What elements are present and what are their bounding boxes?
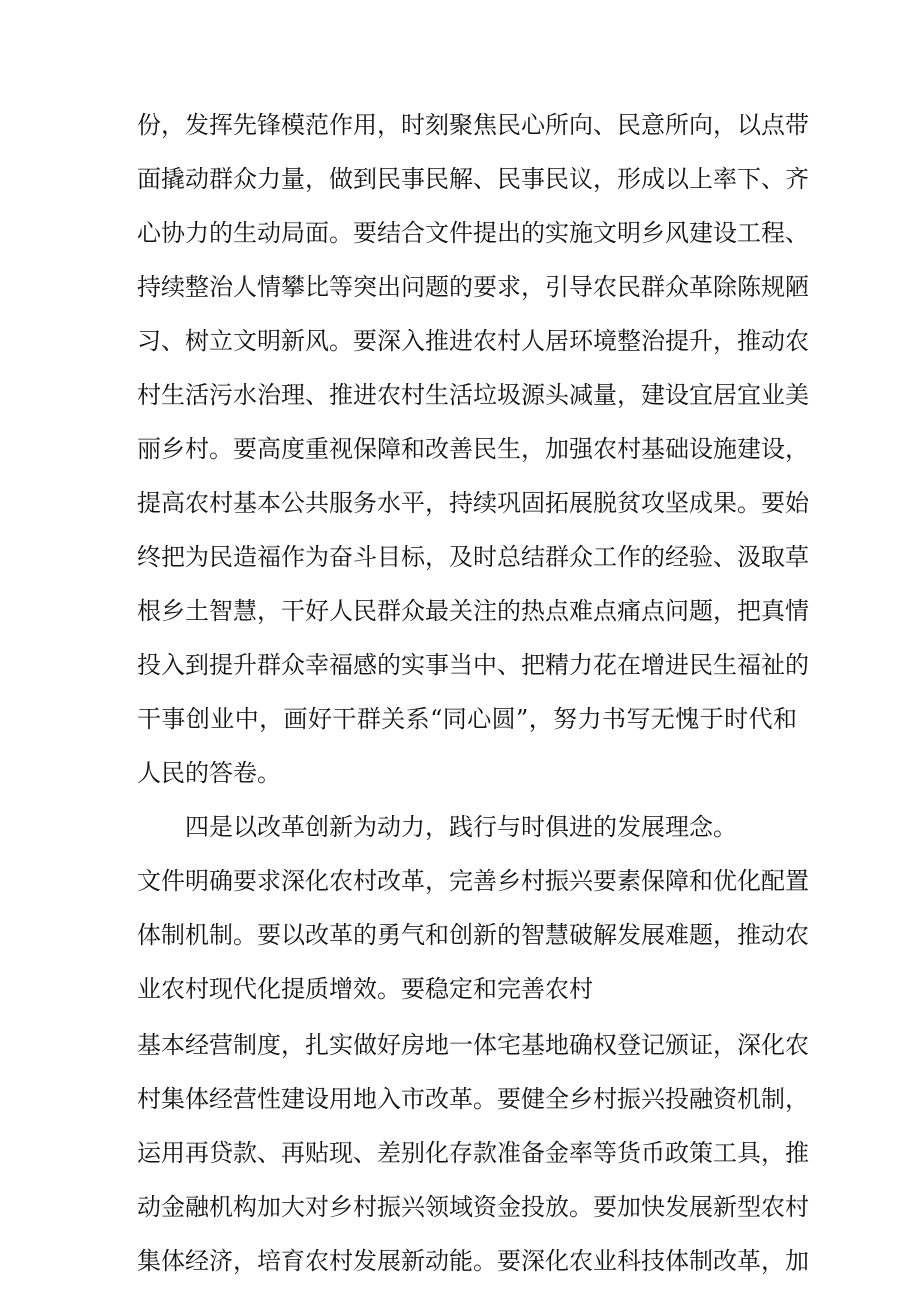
paragraph-line: 投入到提升群众幸福感的实事当中、把精力花在增进民生福祉的 (137, 651, 809, 679)
paragraph-line: 文件明确要求深化农村改革，完善乡村振兴要素保障和优化配置 (137, 867, 809, 895)
paragraph-line: 体制机制。要以改革的勇气和创新的智慧破解发展难题，推动农 (137, 921, 809, 949)
paragraph-line: 业农村现代化提质增效。要稳定和完善农村 (137, 975, 593, 1003)
paragraph-line: 村集体经营性建设用地入市改革。要健全乡村振兴投融资机制， (137, 1085, 809, 1113)
paragraph-line: 干事创业中，画好干群关系“同心圆”，努力书写无愧于时代和 (137, 705, 797, 733)
paragraph-line: 心协力的生动局面。要结合文件提出的实施文明乡风建设工程、 (137, 219, 809, 247)
paragraph-line: 动金融机构加大对乡村振兴领域资金投放。要加快发展新型农村 (137, 1193, 809, 1221)
section-heading: 四是以改革创新为动力，践行与时俱进的发展理念。 (185, 813, 737, 841)
paragraph-line: 村生活污水治理、推进农村生活垃圾源头减量，建设宜居宜业美 (137, 381, 809, 409)
paragraph-line: 持续整治人情攀比等突出问题的要求，引导农民群众革除陈规陋 (137, 273, 809, 301)
paragraph-line: 份，发挥先锋模范作用，时刻聚焦民心所向、民意所向，以点带 (137, 111, 809, 139)
paragraph-line: 基本经营制度，扎实做好房地一体宅基地确权登记颁证，深化农 (137, 1031, 809, 1059)
paragraph-line: 集体经济，培育农村发展新动能。要深化农业科技体制改革，加 (137, 1247, 809, 1275)
paragraph-line: 人民的答卷。 (137, 759, 281, 787)
paragraph-line: 丽乡村。要高度重视保障和改善民生，加强农村基础设施建设， (137, 435, 809, 463)
paragraph-line: 终把为民造福作为奋斗目标，及时总结群众工作的经验、汲取草 (137, 543, 809, 571)
paragraph-line: 运用再贷款、再贴现、差别化存款准备金率等货币政策工具，推 (137, 1139, 809, 1167)
paragraph-line: 面撬动群众力量，做到民事民解、民事民议，形成以上率下、齐 (137, 165, 809, 193)
paragraph-line: 提高农村基本公共服务水平，持续巩固拓展脱贫攻坚成果。要始 (137, 489, 809, 517)
paragraph-line: 根乡土智慧，干好人民群众最关注的热点难点痛点问题，把真情 (137, 597, 809, 625)
paragraph-line: 习、树立文明新风。要深入推进农村人居环境整治提升，推动农 (137, 327, 809, 355)
